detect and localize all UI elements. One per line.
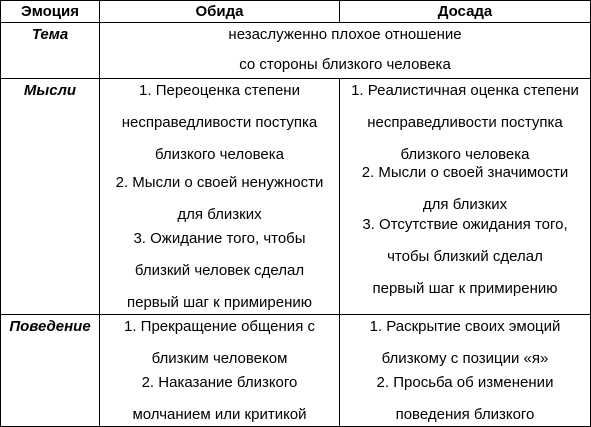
thoughts-obida-line: близкого человека	[155, 146, 284, 163]
behavior-row	[1, 315, 591, 427]
thoughts-dosada-cell	[340, 79, 591, 315]
thoughts-obida-line: 3. Ожидание того, чтобы	[133, 230, 306, 247]
theme-line-1: незаслуженно плохое отношение	[228, 26, 462, 43]
theme-merged-cell	[100, 23, 591, 79]
header-obida: Обида	[100, 1, 340, 23]
behavior-dosada-line: близкому с позиции «я»	[381, 350, 549, 367]
behavior-obida-line: 1. Прекращение общения с	[124, 318, 315, 335]
header-dosada: Досада	[340, 1, 591, 23]
header-row	[1, 1, 591, 23]
thoughts-dosada-line: для близких	[422, 196, 508, 213]
behavior-label: Поведение	[1, 315, 100, 427]
thoughts-obida-line: близкий человек сделал	[134, 262, 305, 279]
thoughts-obida-line: первый шаг к примирению	[127, 294, 312, 311]
thoughts-label: Мысли	[1, 79, 100, 315]
thoughts-dosada-line: первый шаг к примирению	[372, 280, 558, 297]
behavior-obida-line: 2. Наказание близкого	[141, 374, 298, 391]
thoughts-dosada-line: близкого человека	[400, 146, 530, 163]
thoughts-obida-line: 1. Переоценка степени	[139, 82, 300, 99]
theme-line-2: со стороны близкого человека	[239, 56, 451, 73]
thoughts-dosada-line: 2. Мысли о своей значимости	[361, 164, 569, 181]
thoughts-dosada-line: 1. Реалистичная оценка степени	[351, 82, 579, 99]
thoughts-obida-line: для близких	[177, 206, 262, 223]
behavior-obida-line: близким человеком	[151, 350, 288, 367]
behavior-dosada-line: 2. Просьба об изменении	[376, 374, 554, 391]
behavior-dosada-line: 1. Раскрытие своих эмоций	[369, 318, 561, 335]
theme-row	[1, 23, 591, 79]
behavior-obida-cell	[100, 315, 340, 427]
behavior-dosada-cell	[340, 315, 591, 427]
thoughts-obida-line: 2. Мысли о своей ненужности	[115, 174, 324, 191]
thoughts-obida-cell	[100, 79, 340, 315]
thoughts-dosada-line: несправедливости поступка	[367, 114, 563, 131]
thoughts-obida-line: несправедливости поступка	[121, 114, 318, 131]
thoughts-dosada-line: чтобы близкий сделал	[387, 248, 543, 265]
thoughts-dosada-line: 3. Отсутствие ожидания того,	[362, 216, 568, 233]
behavior-dosada-line: поведения близкого	[395, 406, 535, 423]
header-emotion: Эмоция	[1, 1, 100, 23]
behavior-obida-line: молчанием или критикой	[132, 406, 307, 423]
thoughts-row	[1, 79, 591, 315]
theme-label: Тема	[1, 23, 100, 79]
